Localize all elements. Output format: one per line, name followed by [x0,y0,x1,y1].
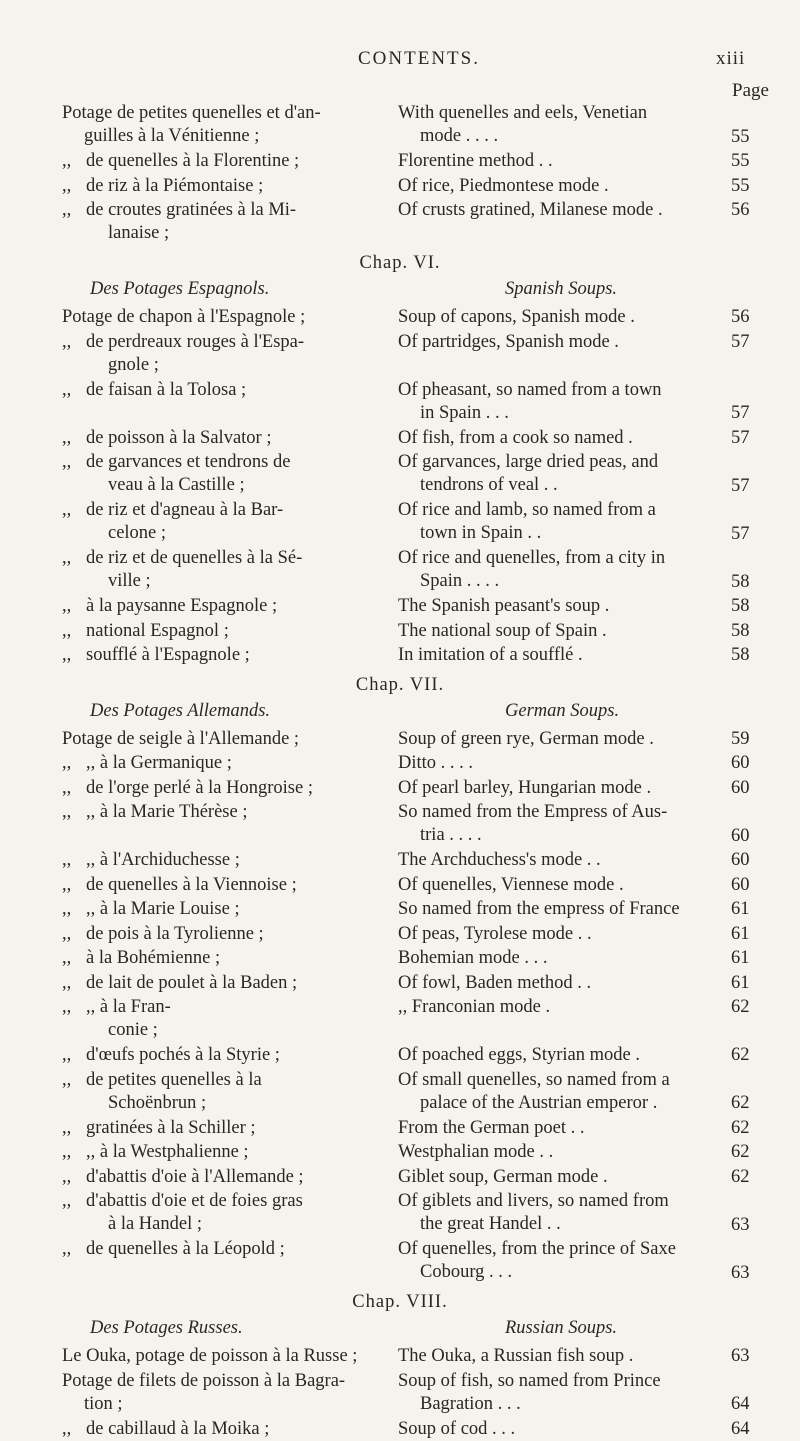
english-title [398,175,708,198]
header-title: CONTENTS. [358,48,480,69]
french-title [86,752,386,775]
english-title [398,898,708,921]
french-line: Potage de petites quenelles et d'an- [62,103,321,123]
french-line: lanaise ; [108,223,170,243]
chap8-heading: Chap. VIII. [352,1292,448,1312]
french-line: de riz et d'agneau à la Bar- [86,500,284,520]
french-line: soufflé à l'Espagnole ; [86,645,250,665]
english-line: Of pheasant, so named from a town [398,379,662,400]
page-number: 58 [731,620,750,641]
chap6-french-title: Des Potages Espagnols. [90,279,270,299]
french-title [86,1166,386,1189]
ditto-mark: ,, [62,802,72,822]
english-line: the great Handel . . [420,1214,561,1234]
french-title [86,874,386,897]
chap7-english-title: German Soups. [505,700,620,721]
header-page-number: xiii [716,48,746,69]
english-title [398,451,708,497]
ditto-mark: ,, [62,1045,72,1065]
english-line: From the German poet . . [398,1117,585,1138]
page-number: 63 [731,1262,750,1283]
ditto-mark: ,, [62,874,72,895]
english-title [398,102,708,148]
french-title [86,1044,386,1067]
french-title [62,728,392,751]
french-line: national Espagnol ; [86,620,229,641]
french-line: ,, à l'Archiduchesse ; [86,850,240,870]
ditto-mark: ,, [62,1239,72,1259]
french-title [86,849,386,872]
page-number: 57 [731,403,750,423]
page-number: 57 [731,523,750,544]
english-title [398,331,708,354]
page-number: 64 [731,1418,750,1439]
page-number: 61 [731,972,750,993]
english-line: Of rice and quenelles, from a city in [398,548,666,568]
ditto-mark: ,, [62,331,72,352]
ditto-mark: ,, [62,1069,72,1090]
english-line: Spain . . . . [420,571,500,591]
page-number: 62 [731,1166,750,1187]
french-line: à la Bohémienne ; [86,948,221,968]
ditto-mark: ,, [62,1418,72,1439]
ditto-mark: ,, [62,1117,72,1138]
french-title [86,1190,386,1236]
ditto-mark: ,, [62,620,72,641]
english-title [398,728,708,751]
french-line: d'abattis d'oie à l'Allemande ; [86,1166,304,1187]
french-title [86,547,386,593]
english-line: So named from the Empress of Aus- [398,802,668,822]
chap8-french-title: Des Potages Russes. [90,1318,243,1338]
french-title [86,620,386,643]
english-line: Of rice and lamb, so named from a [398,500,656,520]
page-number: 60 [731,825,750,846]
french-title [86,1141,386,1164]
ditto-mark: ,, [62,427,72,448]
english-line: Of small quenelles, so named from a [398,1069,670,1090]
french-title [86,199,386,245]
french-title [86,947,386,970]
english-line: Bagration . . . [420,1393,521,1414]
french-line: d'œufs pochés à la Styrie ; [86,1045,280,1065]
french-line: gratinées à la Schiller ; [86,1117,256,1138]
ditto-mark: ,, [62,753,72,773]
english-title [398,1044,708,1067]
english-line: tendrons of veal . . [420,475,558,495]
ditto-mark: ,, [62,972,72,993]
french-line: de faisan à la Tolosa ; [86,379,247,400]
english-title [398,801,708,847]
english-line: Giblet soup, German mode . [398,1166,608,1187]
page-number: 57 [731,427,750,448]
page-number: 62 [731,1142,750,1162]
ditto-mark: ,, [62,200,72,220]
french-line: ,, à la Fran- [86,997,171,1017]
english-title [398,150,708,173]
french-line: ,, à la Marie Louise ; [86,899,240,919]
english-title [398,1238,708,1284]
english-title [398,1418,708,1441]
english-line: So named from the empress of France [398,899,680,919]
french-title [86,331,386,377]
ditto-mark: ,, [62,645,72,665]
english-title [398,1069,708,1115]
english-title [398,595,708,618]
english-line: Of crusts gratined, Milanese mode . [398,200,663,220]
french-line: de riz et de quenelles à la Sé- [86,548,303,568]
page-number: 62 [731,1045,750,1065]
english-line: Cobourg . . . [420,1262,513,1282]
page-number: 62 [731,997,750,1017]
english-title [398,1141,708,1164]
english-title [398,1117,708,1140]
french-line: guilles à la Vénitienne ; [84,126,260,146]
english-title [398,874,708,897]
french-line: de croutes gratinées à la Mi- [86,200,297,220]
english-line: Of pearl barley, Hungarian mode . [398,777,652,798]
english-title [398,547,708,593]
english-line: Of fowl, Baden method . . [398,972,592,993]
french-line: à la Handel ; [108,1214,202,1234]
page-number: 62 [731,1093,750,1113]
english-line: Of partridges, Spanish mode . [398,331,619,352]
french-line: Potage de seigle à l'Allemande ; [62,728,300,749]
french-line: conie ; [108,1020,158,1040]
french-title [86,595,386,618]
ditto-mark: ,, [62,948,72,968]
page-number: 58 [731,645,750,665]
ditto-mark: ,, [62,850,72,870]
english-title [398,947,708,970]
ditto-mark: ,, [62,923,72,944]
french-line: ville ; [108,571,151,591]
french-line: de perdreaux rouges à l'Espa- [86,331,305,352]
english-title [398,752,708,775]
english-line: ,, Franconian mode . [398,997,551,1017]
french-title [86,150,386,173]
french-title [86,644,386,667]
english-line: Soup of capons, Spanish mode . [398,307,635,327]
french-title [86,1238,386,1261]
french-line: de lait de poulet à la Baden ; [86,972,298,993]
english-line: Of giblets and livers, so named from [398,1191,669,1211]
french-title [86,427,386,450]
french-line: gnole ; [108,354,159,375]
english-line: The Spanish peasant's soup . [398,596,610,616]
french-line: celone ; [108,523,167,543]
english-line: The Archduchess's mode . . [398,850,601,870]
page-number: 58 [731,596,750,616]
ditto-mark: ,, [62,899,72,919]
english-title [398,427,708,450]
french-title [86,1069,386,1115]
english-line: Florentine method . . [398,151,553,171]
ditto-mark: ,, [62,452,72,472]
english-title [398,1166,708,1189]
chap7-heading: Chap. VII. [355,674,445,695]
english-line: Soup of green rye, German mode . [398,728,654,749]
french-line: Potage de chapon à l'Espagnole ; [62,307,306,327]
ditto-mark: ,, [62,379,72,400]
french-title [86,451,386,497]
english-title [398,923,708,946]
page-number: 60 [731,777,750,798]
french-line: de pois à la Tyrolienne ; [86,923,264,944]
french-line: de poisson à la Salvator ; [86,427,272,448]
page-column-label: Page [732,80,769,101]
page-number: 57 [731,475,750,496]
french-title [86,996,386,1042]
french-title [86,1418,386,1441]
ditto-mark: ,, [62,500,72,520]
chap8-english-title: Russian Soups. [505,1318,618,1338]
french-line: de quenelles à la Léopold ; [86,1239,285,1259]
english-line: In imitation of a soufflé . [398,645,583,665]
page-number: 58 [731,571,750,592]
ditto-mark: ,, [62,997,72,1017]
french-line: de riz à la Piémontaise ; [86,175,264,196]
english-line: With quenelles and eels, Venetian [398,103,648,123]
english-line: in Spain . . . [420,402,509,423]
french-title [86,972,386,995]
french-line: de garvances et tendrons de [86,452,291,472]
ditto-mark: ,, [62,175,72,196]
french-line: Potage de filets de poisson à la Bagra- [62,1370,346,1391]
french-title [86,499,386,545]
page-number: 61 [731,923,750,944]
english-title [398,306,708,329]
chap6-heading: Chap. VI. [359,253,441,273]
english-title [398,1370,708,1416]
french-title [62,102,392,148]
french-title [86,801,386,824]
english-line: Ditto . . . . [398,753,474,773]
ditto-mark: ,, [62,596,72,616]
page-number: 55 [731,126,750,147]
french-line: ,, à la Germanique ; [86,753,232,773]
english-title [398,644,708,667]
chap6-english-title: Spanish Soups. [505,279,618,299]
french-line: veau à la Castille ; [108,475,245,495]
french-title [62,1345,392,1368]
english-line: Of poached eggs, Styrian mode . [398,1045,640,1065]
english-line: mode . . . . [420,126,499,146]
english-line: Of fish, from a cook so named . [398,427,633,448]
french-line: ,, à la Marie Thérèse ; [86,802,248,822]
running-header [0,48,800,78]
ditto-mark: ,, [62,151,72,171]
page-number: 63 [731,1346,750,1366]
page-number: 60 [731,753,750,773]
french-line: d'abattis d'oie et de foies gras [86,1191,303,1211]
french-line: de cabillaud à la Moika ; [86,1418,270,1439]
english-title [398,199,708,222]
page-number: 55 [731,175,750,196]
english-line: Of rice, Piedmontese mode . [398,175,609,196]
page-number: 64 [731,1394,750,1414]
english-line: Of quenelles, Viennese mode . [398,874,624,895]
page-number: 55 [731,151,750,171]
ditto-mark: ,, [62,1191,72,1211]
ditto-mark: ,, [62,548,72,568]
english-line: Bohemian mode . . . [398,948,548,968]
french-line: de quenelles à la Florentine ; [86,151,300,171]
french-title [86,777,386,800]
ditto-mark: ,, [62,1166,72,1187]
english-title [398,499,708,545]
english-title [398,972,708,995]
french-title [86,898,386,921]
french-line: ,, à la Westphalienne ; [86,1142,249,1162]
page-number: 61 [731,948,750,968]
french-line: à la paysanne Espagnole ; [86,596,278,616]
page-number: 59 [731,728,750,749]
english-title [398,1345,708,1368]
french-title [86,923,386,946]
english-title [398,379,708,425]
english-line: Westphalian mode . . [398,1142,554,1162]
french-line: de l'orge perlé à la Hongroise ; [86,777,313,798]
english-line: tria . . . . [420,825,482,845]
french-title [86,175,386,198]
english-line: town in Spain . . [420,523,542,543]
page-number: 61 [731,899,750,919]
french-line: Schoënbrun ; [108,1092,207,1113]
ditto-mark: ,, [62,777,72,798]
chap7-french-title: Des Potages Allemands. [90,700,271,721]
french-line: tion ; [84,1393,123,1414]
ditto-mark: ,, [62,1142,72,1162]
page-number: 60 [731,874,750,895]
english-title [398,777,708,800]
english-line: Soup of cod . . . [398,1418,516,1439]
english-title [398,996,708,1019]
french-title [86,379,386,402]
english-title [398,849,708,872]
english-line: Of quenelles, from the prince of Saxe [398,1239,676,1259]
french-title [86,1117,386,1140]
french-line: Le Ouka, potage de poisson à la Russe ; [62,1346,358,1366]
english-line: The national soup of Spain . [398,620,607,641]
english-line: palace of the Austrian emperor . [420,1092,658,1113]
french-line: de petites quenelles à la [86,1069,262,1090]
page-number: 60 [731,850,750,870]
french-title [62,306,392,329]
french-title [62,1370,392,1416]
english-title [398,1190,708,1236]
english-line: Of garvances, large dried peas, and [398,452,659,472]
french-line: de quenelles à la Viennoise ; [86,874,297,895]
page-number: 63 [731,1214,750,1235]
page-number: 62 [731,1117,750,1138]
page-number: 56 [731,200,750,220]
english-line: Soup of fish, so named from Prince [398,1370,661,1391]
page-number: 57 [731,331,750,352]
page-number: 56 [731,307,750,327]
english-line: The Ouka, a Russian fish soup . [398,1346,634,1366]
english-line: Of peas, Tyrolese mode . . [398,923,592,944]
english-title [398,620,708,643]
